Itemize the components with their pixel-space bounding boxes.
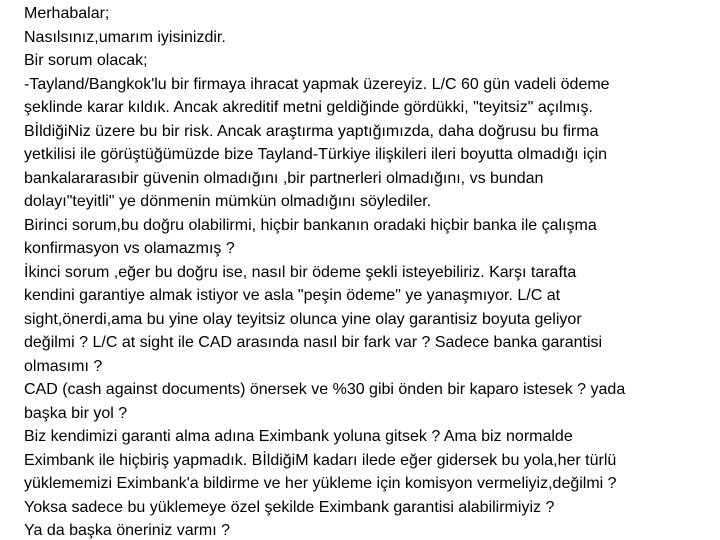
- text-line: değilmi ? L/C at sight ile CAD arasında nasıl bir fark var ? Sadece banka garantisi: [24, 334, 603, 351]
- text-line: bankalararasıbir güvenin olmadığını ,bir partnerleri olmadığını, vs bundan: [24, 169, 544, 187]
- question-line: Biz kendimizi garanti alma adına Eximbank yoluna gitsek ? Ama biz normalde: [24, 428, 573, 445]
- question-line: Yoksa sadece bu yüklemeye özel şekilde Eximbank garantisi alabilirmiyiz ?: [24, 498, 555, 516]
- text-line: şeklinde karar kıldık. Ancak akreditif metni geldiğinde gördükki, "teyitsiz" açılmış.: [24, 99, 593, 116]
- text-line: Bir sorum olacak;: [24, 52, 148, 69]
- greeting-line: Merhabalar;: [24, 5, 110, 22]
- question-line: Birinci sorum,bu doğru olabilirmi, hiçbir bankanın oradaki hiçbir banka ile çalışma: [24, 216, 597, 234]
- text-line: -Tayland/Bangkok'lu bir firmaya ihracat yapmak üzereyiz. L/C 60 gün vadeli ödeme: [24, 75, 610, 93]
- text-line: yetkilisi ile görüştüğümüzde bize Tayland-Türkiye ilişkileri ileri boyutta olmadığı için: [24, 146, 608, 163]
- question-line: İkinci sorum ,eğer bu doğru ise, nasıl bir ödeme şekli isteyebiliriz. Karşı tarafta: [24, 263, 577, 281]
- question-line: başka bir yol ?: [24, 404, 128, 422]
- question-line: CAD (cash against documents) önersek ve %30 gibi önden bir kaparo istesek ? yada: [24, 381, 626, 398]
- text-line: kendini garantiye almak istiyor ve asla "peşin ödeme" ye yanaşmıyor. L/C at: [24, 287, 561, 304]
- text-line: dolayı"teyitli" ye dönmenin mümkün olmadığını söylediler.: [24, 193, 432, 210]
- text-line: Nasılsınız,umarım iyisinizdir.: [24, 28, 226, 46]
- question-line: Ya da başka öneriniz varmı ?: [24, 522, 231, 539]
- text-line: yüklememizi Eximbank'a bildirme ve her yükleme için komisyon vermeliyiz,değilmi ?: [24, 475, 617, 492]
- text-line: olmasımı ?: [24, 357, 103, 375]
- text-line: sight,önerdi,ama bu yine olay teyitsiz olunca yine olay garantisiz boyuta geliyor: [24, 310, 582, 328]
- text-line: Eximbank ile hiçbiriş yapmadık. BİldiğiM kadarı ilede eğer gidersek bu yola,her türlü: [24, 451, 617, 469]
- text-line: BİldiğiNiz üzere bu bir risk. Ancak araştırma yaptığımızda, daha doğrusu bu firma: [24, 122, 599, 140]
- question-line: konfirmasyon vs olamazmış ?: [24, 240, 235, 257]
